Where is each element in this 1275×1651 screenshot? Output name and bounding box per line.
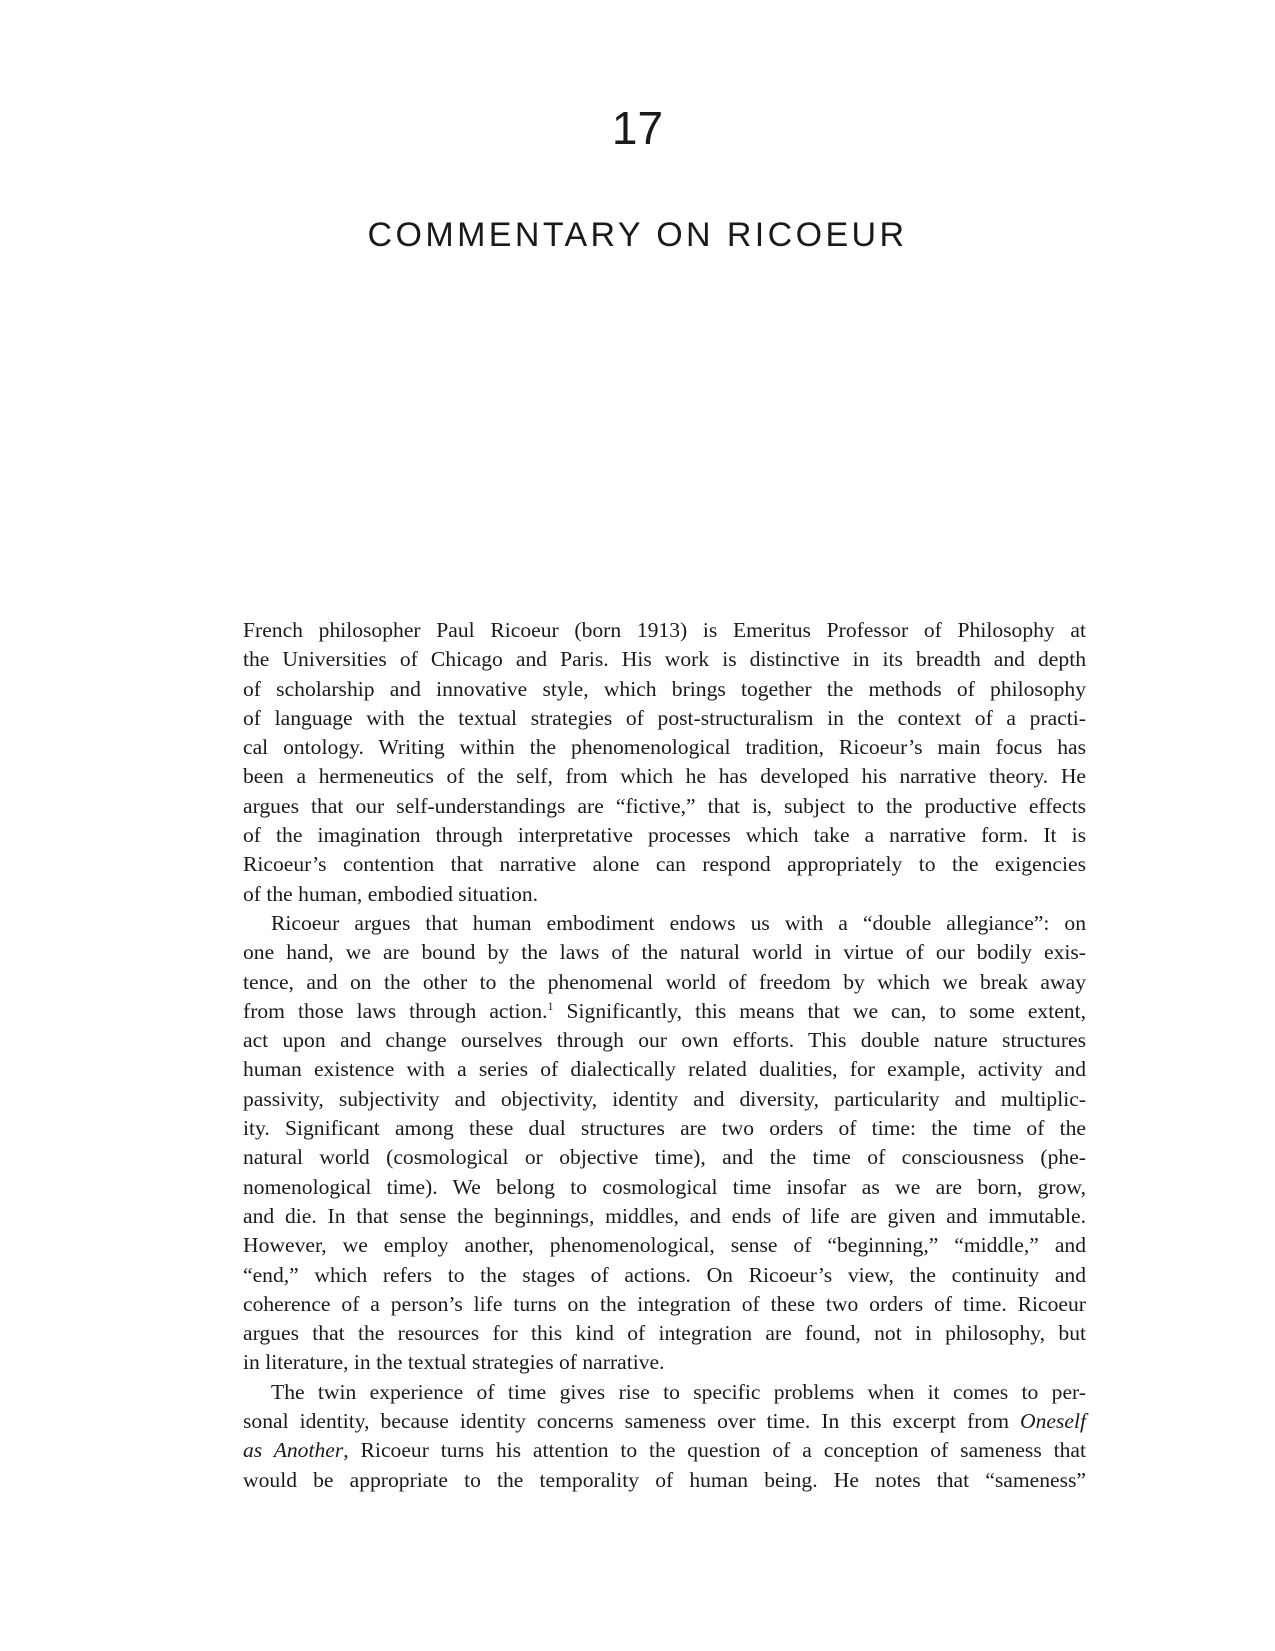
text-line: ity. Significant among these dual structures are two orders of time: the time of the	[243, 1116, 1086, 1141]
text-fragment: , Ricoeur turns his attention to the question of a conception of sameness that	[343, 1438, 1086, 1463]
text-line: tence, and on the other to the phenomenal world of freedom by which we break away	[243, 969, 1086, 994]
text-line: of scholarship and innovative style, which brings together the methods of philosophy	[243, 676, 1086, 701]
footnote-reference[interactable]: 1	[547, 998, 554, 1013]
text-line: argues that our self-understandings are “fictive,” that is, subject to the productive effects	[243, 793, 1086, 818]
book-title-italic: Oneself	[1020, 1409, 1086, 1434]
text-line: “end,” which refers to the stages of actions. On Ricoeur’s view, the continuity and	[243, 1262, 1086, 1287]
text-line: and die. In that sense the beginnings, middles, and ends of life are given and immutable.	[243, 1203, 1086, 1228]
text-fragment: Significantly, this means that we can, to some extent,	[553, 998, 1086, 1023]
text-line: of the imagination through interpretative processes which take a narrative form. It is	[243, 823, 1086, 848]
text-line: nomenological time). We belong to cosmological time insofar as we are born, grow,	[243, 1174, 1086, 1199]
paragraph-3	[243, 1378, 1086, 1495]
text-line: natural world (cosmological or objective time), and the time of consciousness (phe-	[243, 1145, 1086, 1170]
text-line-with-footnote	[243, 997, 1086, 1026]
text-line: The twin experience of time gives rise to specific problems when it comes to per-	[271, 1379, 1086, 1404]
text-fragment: sonal identity, because identity concerns sameness over time. In this excerpt from	[243, 1409, 1021, 1434]
text-line: Ricoeur argues that human embodiment endows us with a “double allegiance”: on	[271, 910, 1086, 935]
text-line: passivity, subjectivity and objectivity, identity and diversity, particularity and multiplic-	[243, 1086, 1086, 1111]
text-line: However, we employ another, phenomenological, sense of “beginning,” “middle,” and	[243, 1233, 1086, 1258]
text-line: cal ontology. Writing within the phenomenological tradition, Ricoeur’s main focus has	[243, 735, 1086, 760]
text-line: in literature, in the textual strategies of narrative.	[243, 1350, 665, 1375]
body-text	[243, 616, 1086, 1495]
text-line: French philosopher Paul Ricoeur (born 1913) is Emeritus Professor of Philosophy at	[243, 618, 1086, 642]
paragraph-2	[243, 909, 1086, 1378]
text-line: act upon and change ourselves through our own efforts. This double nature structures	[243, 1028, 1086, 1053]
chapter-title: COMMENTARY ON RICOEUR	[367, 216, 908, 254]
text-line: Ricoeur’s contention that narrative alone can respond appropriately to the exigencies	[243, 852, 1086, 877]
text-line: the Universities of Chicago and Paris. His work is distinctive in its breadth and depth	[243, 647, 1086, 672]
text-line: of language with the textual strategies of post-structuralism in the context of a practi-	[243, 705, 1086, 730]
text-line: been a hermeneutics of the self, from which he has developed his narrative theory. He	[243, 764, 1086, 789]
text-line: one hand, we are bound by the laws of the natural world in virtue of our bodily exis-	[243, 940, 1086, 965]
text-fragment: from those laws through action.	[243, 998, 548, 1023]
chapter-number: 17	[611, 102, 664, 154]
text-line: human existence with a series of dialectically related dualities, for example, activity and	[243, 1057, 1086, 1082]
text-line-with-title	[243, 1407, 1086, 1436]
text-line: argues that the resources for this kind of integration are found, not in philosophy, but	[243, 1321, 1086, 1346]
paragraph-1	[243, 616, 1086, 909]
text-line: of the human, embodied situation.	[243, 881, 539, 906]
text-line-with-title	[243, 1436, 1086, 1465]
text-line: would be appropriate to the temporality of human being. He notes that “sameness”	[243, 1467, 1086, 1492]
text-line: coherence of a person’s life turns on the integration of these two orders of time. Ricoeur	[243, 1291, 1086, 1316]
book-title-italic: as Another	[243, 1438, 344, 1463]
